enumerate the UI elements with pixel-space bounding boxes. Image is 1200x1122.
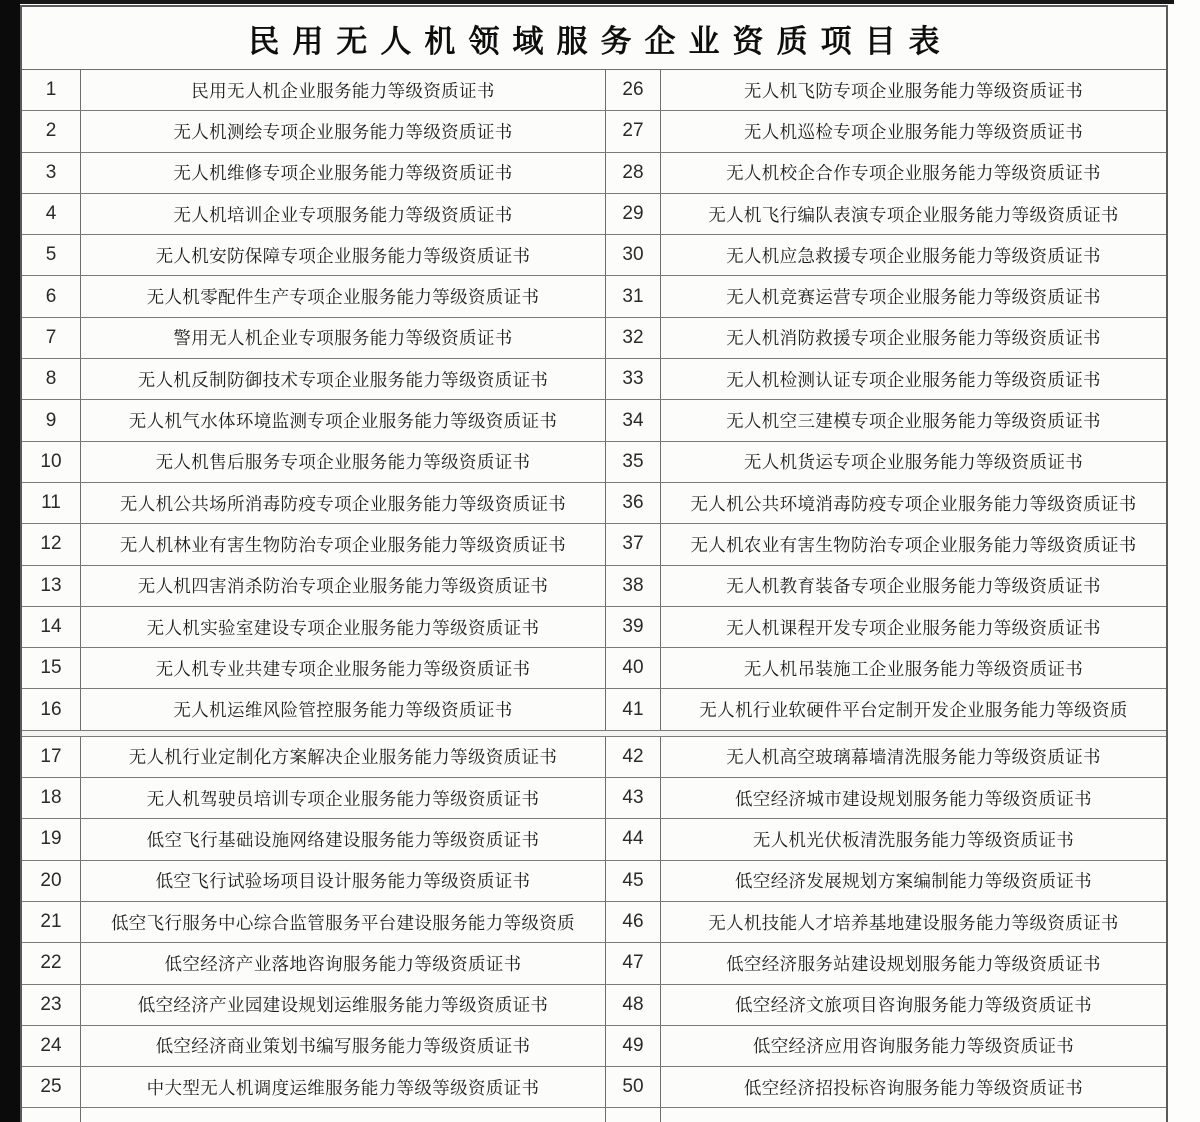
row-number-right [605,819,660,859]
item-name-right [660,819,1166,859]
item-name-right [660,607,1166,647]
item-name-right-text: 无人机教育装备专项企业服务能力等级资质证书 [726,576,1101,597]
row-number-right-text: 32 [622,326,644,348]
table-row [22,861,1166,902]
item-name-right [660,359,1166,399]
item-name-left [80,70,605,110]
item-name-right-text: 无人机吊装施工企业服务能力等级资质证书 [743,658,1084,679]
row-number-right [605,70,660,110]
row-number-left [22,194,80,234]
item-name-left-text: 无人机安防保障专项企业服务能力等级资质证书 [155,245,531,266]
row-number-left [22,1067,80,1107]
item-name-right-text: 无人机货运专项企业服务能力等级资质证书 [743,452,1084,473]
row-number-right-text: 29 [622,203,644,225]
qualification-table [20,5,1168,1122]
row-number-left-text: 4 [45,203,57,225]
row-number-right-text: 45 [622,869,644,891]
item-name-left-text: 无人机维修专项企业服务能力等级资质证书 [173,163,513,184]
row-number-right-text: 28 [622,161,644,183]
table-row [22,400,1166,441]
item-name-right [660,737,1166,777]
item-name-right-text: 无人机课程开发专项企业服务能力等级资质证书 [726,617,1101,638]
row-number-left-text: 16 [40,698,62,720]
item-name-right [660,194,1166,234]
item-name-left-text: 无人机驾驶员培训专项企业服务能力等级资质证书 [146,788,540,809]
row-number-left [22,648,80,688]
table-row [22,194,1166,235]
row-number-right-text: 43 [622,787,644,809]
item-name-left-text: 中大型无人机调度运维服务能力等级等级资质证书 [146,1077,540,1098]
row-number-right-text: 27 [622,120,644,142]
item-name-left-text: 低空飞行服务中心综合监管服务平台建设服务能力等级资质 [110,912,576,933]
row-number-right-text: 38 [622,574,644,596]
row-number-right-text: 44 [622,828,644,850]
row-number-left-text: 14 [40,616,62,637]
item-name-right-text: 无人机行业软硬件平台定制开发企业服务能力等级资质 [699,700,1128,721]
item-name-left-text: 低空经济商业策划书编写服务能力等级资质证书 [155,1036,531,1057]
row-number-left-text: 17 [40,745,62,767]
item-name-left [80,153,605,193]
row-number-left [22,1108,80,1122]
row-number-right [605,111,660,151]
row-number-left-text: 12 [40,533,62,555]
item-name-right-text: 低空经济应用咨询服务能力等级资质证书 [752,1036,1075,1057]
row-number-left [22,689,80,729]
row-number-left [22,985,80,1025]
row-number-right [605,318,660,358]
row-number-left [22,902,80,942]
item-name-right [660,276,1166,316]
item-name-right [660,1067,1166,1107]
table-row [22,1026,1166,1067]
item-name-left-text: 无人机测绘专项企业服务能力等级资质证书 [173,121,513,142]
row-number-left [22,943,80,983]
row-number-left [22,566,80,606]
item-name-left [80,400,605,440]
table-row [22,318,1166,359]
item-name-right-text: 低空经济招投标咨询服务能力等级资质证书 [743,1077,1084,1098]
row-number-right-text: 36 [622,492,644,514]
item-name-left-text: 无人机四害消杀防治专项企业服务能力等级资质证书 [137,576,549,597]
item-name-right [660,442,1166,482]
row-number-left [22,276,80,316]
item-name-left [80,902,605,942]
table-row [22,235,1166,276]
row-number-left [22,861,80,901]
row-number-left [22,442,80,482]
item-name-right-text: 无人机公共环境消毒防疫专项企业服务能力等级资质证书 [690,493,1137,514]
row-number-right [605,943,660,983]
row-number-right-text: 26 [622,79,644,101]
row-number-right [605,483,660,523]
row-number-left-text: 9 [45,409,57,431]
item-name-right [660,318,1166,358]
item-name-left [80,442,605,482]
row-number-left-text: 20 [40,869,62,891]
item-name-left [80,607,605,647]
item-name-right [660,524,1166,564]
row-number-left [22,318,80,358]
row-number-left [22,737,80,777]
row-number-right-text: 34 [622,409,644,431]
item-name-right-text: 无人机竞赛运营专项企业服务能力等级资质证书 [726,287,1101,308]
row-number-right [605,737,660,777]
row-number-left-text: 13 [40,574,62,596]
row-number-right-text: 39 [622,616,644,637]
table-row [22,648,1166,689]
item-name-left-text: 低空飞行基础设施网络建设服务能力等级资质证书 [146,829,540,850]
item-name-right [660,70,1166,110]
row-number-right-text: 30 [622,244,644,266]
row-number-left-text: 24 [40,1034,62,1056]
row-number-right [605,1026,660,1066]
row-number-right [605,359,660,399]
item-name-left [80,861,605,901]
row-number-right-text: 42 [622,745,644,767]
row-number-left [22,778,80,818]
row-number-right [605,902,660,942]
table-row [22,689,1166,730]
item-name-left [80,689,605,729]
row-number-right-text: 47 [622,952,644,974]
item-name-right-text: 无人机光伏板清洗服务能力等级资质证书 [752,829,1075,850]
item-name-left-text: 无人机反制防御技术专项企业服务能力等级资质证书 [137,369,549,390]
item-name-left [80,778,605,818]
item-name-left-text: 无人机实验室建设专项企业服务能力等级资质证书 [146,617,540,638]
photo-edge-left [0,0,20,1122]
item-name-left [80,648,605,688]
item-name-left [80,943,605,983]
table-row [22,524,1166,565]
item-name-right-text: 无人机空三建模专项企业服务能力等级资质证书 [726,411,1101,432]
item-name-left [80,111,605,151]
row-number-left-text: 22 [40,952,62,974]
table-row [22,778,1166,819]
row-number-right-text: 49 [622,1034,644,1056]
item-name-left-text: 无人机零配件生产专项企业服务能力等级资质证书 [146,287,540,308]
item-name-right-text: 无人机巡检专项企业服务能力等级资质证书 [743,121,1084,142]
item-name-left [80,566,605,606]
item-name-left-text: 无人机公共场所消毒防疫专项企业服务能力等级资质证书 [119,493,567,514]
row-number-right [605,400,660,440]
row-number-right [605,524,660,564]
row-number-left-text: 3 [45,161,57,183]
item-name-left-text: 低空经济产业园建设规划运维服务能力等级资质证书 [137,995,549,1016]
table-row [22,902,1166,943]
row-number-left-text: 23 [40,993,62,1015]
row-number-left-text: 21 [40,911,62,933]
row-number-left-text: 25 [40,1076,62,1098]
row-number-right-text: 35 [622,450,644,472]
item-name-left [80,359,605,399]
item-name-left [80,985,605,1025]
item-name-right [660,778,1166,818]
item-name-right-text: 无人机技能人才培养基地建设服务能力等级资质证书 [708,912,1119,933]
row-number-right [605,689,660,729]
item-name-left-text: 无人机行业定制化方案解决企业服务能力等级资质证书 [128,747,558,768]
table-row [22,607,1166,648]
item-name-left-text: 无人机气水体环境监测专项企业服务能力等级资质证书 [128,411,558,432]
item-name-left [80,1108,605,1122]
item-name-right [660,483,1166,523]
row-number-left-text: 10 [40,450,62,472]
row-number-left [22,1026,80,1066]
row-number-right-text: 46 [622,911,644,933]
row-number-right [605,607,660,647]
item-name-right [660,153,1166,193]
table-row [22,1067,1166,1108]
row-number-right [605,1067,660,1107]
table-row [22,985,1166,1026]
table-row [22,111,1166,152]
table-row [22,276,1166,317]
item-name-right-text: 无人机农业有害生物防治专项企业服务能力等级资质证书 [690,534,1137,555]
item-name-right [660,235,1166,275]
item-name-left [80,318,605,358]
table-row [22,943,1166,984]
row-number-right [605,153,660,193]
item-name-left-text: 无人机专业共建专项企业服务能力等级资质证书 [155,658,531,679]
item-name-left-text: 警用无人机企业专项服务能力等级资质证书 [173,328,513,349]
row-number-right-text: 48 [622,993,644,1015]
item-name-right [660,943,1166,983]
item-name-right-text: 无人机高空玻璃幕墙清洗服务能力等级资质证书 [726,747,1101,768]
item-name-left-text: 无人机林业有害生物防治专项企业服务能力等级资质证书 [119,534,567,555]
row-number-left [22,153,80,193]
row-number-left-text: 11 [41,492,61,514]
table-row [22,70,1166,111]
table-title-row [22,7,1166,70]
item-name-left-text: 无人机运维风险管控服务能力等级资质证书 [173,700,513,721]
item-name-left [80,194,605,234]
item-name-left [80,235,605,275]
row-number-right [605,778,660,818]
item-name-left [80,276,605,316]
item-name-right-text: 低空经济城市建设规划服务能力等级资质证书 [735,788,1092,809]
item-name-right [660,648,1166,688]
item-name-left [80,483,605,523]
item-name-right-text: 无人机飞防专项企业服务能力等级资质证书 [743,80,1084,101]
row-number-left-text: 15 [40,657,62,679]
table-row [22,737,1166,778]
row-number-right [605,985,660,1025]
row-number-right [605,861,660,901]
item-name-right [660,111,1166,151]
row-number-right [605,276,660,316]
row-number-right [605,1108,660,1122]
item-name-left [80,737,605,777]
item-name-right [660,1026,1166,1066]
row-number-right-text: 40 [622,657,644,679]
item-name-left-text: 低空经济产业落地咨询服务能力等级资质证书 [164,953,522,974]
row-number-left [22,524,80,564]
row-number-left [22,483,80,523]
item-name-right-text: 无人机检测认证专项企业服务能力等级资质证书 [726,369,1101,390]
row-number-right-text: 41 [622,698,644,720]
item-name-left-text: 无人机培训企业专项服务能力等级资质证书 [173,204,513,225]
row-number-right [605,194,660,234]
item-name-right-text: 无人机消防救援专项企业服务能力等级资质证书 [726,328,1101,349]
row-number-left-text: 1 [45,79,57,101]
row-number-left [22,235,80,275]
item-name-left-text: 无人机售后服务专项企业服务能力等级资质证书 [155,452,531,473]
table-title: 民用无人机领域服务企业资质项目表 [248,23,953,59]
row-number-right-text: 37 [622,533,644,555]
item-name-right-text: 低空经济文旅项目咨询服务能力等级资质证书 [735,995,1092,1016]
table-row [22,153,1166,194]
item-name-left [80,524,605,564]
photo-edge-top [0,0,1174,4]
row-number-left [22,400,80,440]
item-name-right-text: 低空经济服务站建设规划服务能力等级资质证书 [726,953,1101,974]
row-number-right-text: 50 [622,1076,644,1098]
item-name-right [660,902,1166,942]
row-number-left-text: 8 [45,368,57,390]
item-name-right [660,1108,1166,1122]
partial-bottom-row [22,1108,1166,1122]
row-number-left [22,607,80,647]
row-number-left [22,359,80,399]
row-number-right-text: 33 [622,368,644,390]
row-number-left-text: 7 [45,326,57,348]
row-number-left-text: 2 [45,120,57,142]
item-name-left [80,1067,605,1107]
item-name-left [80,819,605,859]
row-number-right-text: 31 [622,285,644,307]
row-number-left [22,70,80,110]
item-name-right-text: 无人机校企合作专项企业服务能力等级资质证书 [726,163,1101,184]
item-name-right [660,400,1166,440]
row-number-left-text: 19 [40,828,62,850]
row-number-right [605,648,660,688]
item-name-right-text: 无人机应急救援专项企业服务能力等级资质证书 [726,245,1101,266]
row-number-left [22,111,80,151]
table-row [22,819,1166,860]
row-number-right [605,566,660,606]
table-row [22,442,1166,483]
table-row [22,566,1166,607]
table-row [22,359,1166,400]
item-name-right [660,566,1166,606]
item-name-right [660,689,1166,729]
row-number-left-text: 18 [40,787,62,809]
item-name-left-text: 低空飞行试验场项目设计服务能力等级资质证书 [155,871,531,892]
item-name-left-text: 民用无人机企业服务能力等级资质证书 [191,80,495,101]
item-name-right [660,861,1166,901]
row-number-left [22,819,80,859]
item-name-right-text: 低空经济发展规划方案编制能力等级资质证书 [735,871,1092,892]
table-row [22,483,1166,524]
row-number-right [605,235,660,275]
row-number-left-text: 6 [45,285,57,307]
row-number-right [605,442,660,482]
item-name-left [80,1026,605,1066]
row-number-left-text: 5 [45,244,57,266]
item-name-right [660,985,1166,1025]
item-name-right-text: 无人机飞行编队表演专项企业服务能力等级资质证书 [708,204,1119,225]
